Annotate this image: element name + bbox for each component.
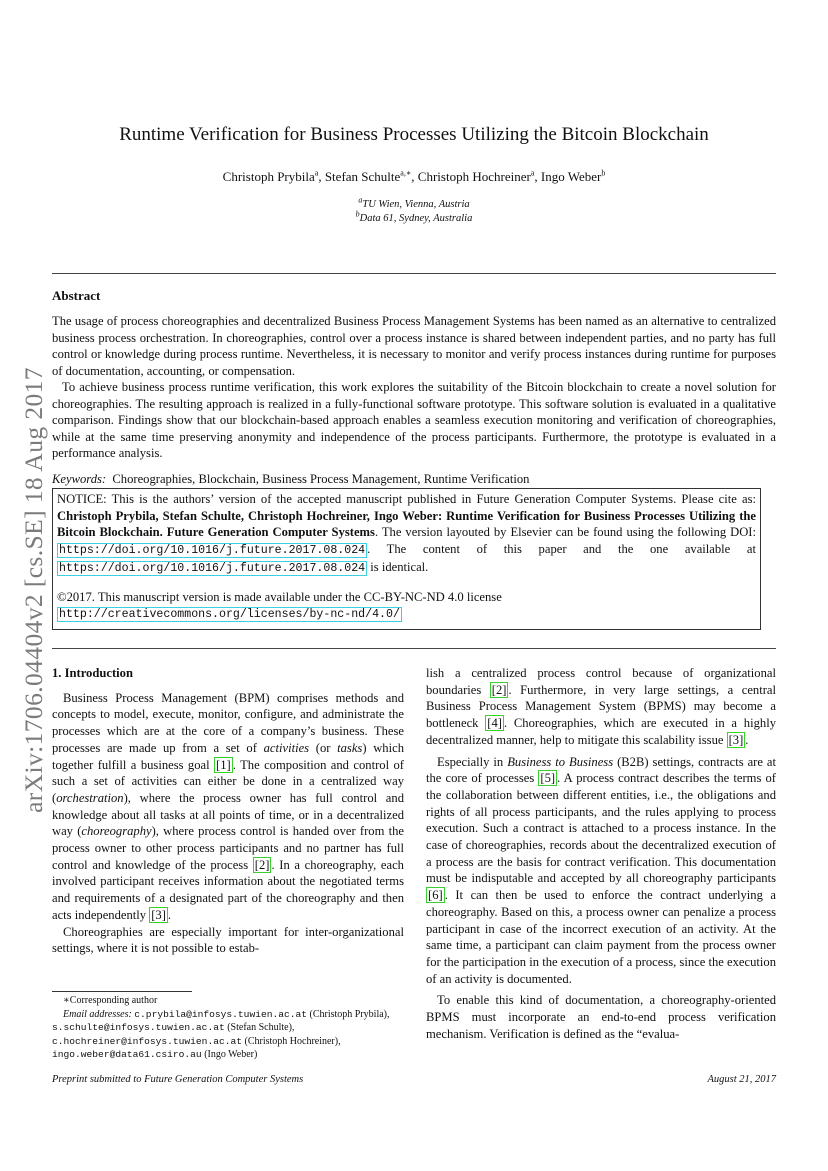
email-link[interactable]: c.prybila@infosys.tuwien.ac.at	[134, 1008, 308, 1020]
notice-part: . The content of this paper and the one available at	[367, 541, 756, 556]
author-sep: ,	[318, 169, 325, 184]
author-mark: a	[314, 168, 319, 178]
author-list	[0, 169, 828, 185]
citation-link[interactable]: [5]	[540, 771, 556, 786]
citation-link[interactable]: [4]	[487, 716, 502, 731]
author: Ingo Weber	[540, 169, 602, 184]
arxiv-id: arXiv:1706.04404v2 [cs.SE] 18 Aug 2017	[19, 367, 48, 813]
citation-link[interactable]: [1]	[216, 757, 231, 772]
abstract-body	[52, 313, 776, 462]
arxiv-sidebar	[14, 310, 54, 870]
citation-link[interactable]: [3]	[151, 907, 166, 922]
body-paragraph: lish a centralized process control because of organizational boundaries [2] . Furthermore, in very large settings, a central Business Process Management System (BPMS) may become a bottleneck [4] . Choreographies, which are executed in a highly decentralized manner, help to mitigate this scalability issue [3] .	[426, 666, 777, 747]
top-rule	[52, 273, 776, 274]
footer-journal: Preprint submitted to Future Generation Computer Systems	[52, 1074, 304, 1085]
body-paragraph: To enable this kind of documentation, a choreography-oriented BPMS must incorporate an end-to-end process verification mechanism. Verification is defined as the “evalua-	[426, 993, 776, 1041]
abstract-paragraph: The usage of process choreographies and decentralized Business Process Management Systems has been named as an alternative to centralized business process orchestration. In choreographies, control over a process instance is shared between independent parties, and no party has full control or knowledge during process runtime. Nevertheless, it is necessary to monitor and verify process instances during runtime for purposes of documentation, accounting, or compensation.	[52, 314, 776, 378]
author-mark: b	[601, 168, 606, 178]
license-link[interactable]: http://creativecommons.org/licenses/by-nc-nd/4.0/	[59, 608, 400, 621]
author: Christoph Hochreiner	[417, 169, 531, 184]
author-mark: a,∗	[400, 168, 412, 178]
footnote-rule	[52, 991, 192, 992]
footer-date: August 21, 2017	[707, 1074, 776, 1085]
footnote	[52, 994, 404, 1062]
affiliation-text: TU Wien, Vienna, Austria	[362, 199, 470, 210]
email-addresses: Email addresses: c.prybila@infosys.tuwien.ac.at (Christoph Prybila), s.schulte@infosys.tuwien.ac.at (Stefan Schulte), c.hochreiner@infosys.tuwien.ac.at (Christoph Hochreiner), ingo.weber@data61.csiro.au (Ingo Weber)	[52, 1008, 390, 1060]
citation-link[interactable]: [3]	[728, 732, 744, 747]
citation-link[interactable]: [2]	[491, 682, 507, 697]
section-heading: 1. Introduction	[52, 666, 133, 680]
author: Christoph Prybila	[222, 169, 315, 184]
keywords-label: Keywords:	[52, 472, 107, 486]
citation-link[interactable]: [2]	[254, 857, 270, 872]
corresponding-author: ∗Corresponding author	[63, 995, 158, 1006]
affiliation-text: Data 61, Sydney, Australia	[359, 213, 473, 224]
abstract-paragraph: To achieve business process runtime verification, this work explores the suitability of the Bitcoin blockchain to create a novel solution for choreographies. The resulting approach is realized in a fully-functional software prototype. This software solution is evaluated in a qualitative comparison. Findings show that our blockchain-based approach enables a seamless execution monitoring and verification of choreographies, while at the same time preserving anonymity and independence of the process participants. Furthermore, the prototype is evaluated in a performance analysis.	[52, 380, 776, 460]
body-paragraph: Business Process Management (BPM) comprises methods and concepts to model, execute, monitor, configure, and administrate the processes which are at the core of a company’s business. These processes are made up from a set of activities (or tasks) which together fulfill a business goal [1] . The composition and control of such a set of activities can either be done in a centralized way (orchestration), where the process owner has full control and knowledge about all tasks at all points of time, or in a decentralized way (choreography), where process control is handed over from the process owner to other process participants and no partner has full control and knowledge of the process [2] . In a choreography, each involved participant receives information about the negotiated terms and requirements of a designated part of the choreography and then acts independently [3] .	[52, 690, 404, 922]
notice-part: NOTICE: This is the authors’ version of the accepted manuscript published in Future Generation Computer Systems. Please cite as:	[57, 492, 756, 506]
notice-part: . The version layouted by Elsevier can be found using the following DOI:	[374, 525, 756, 539]
email-link[interactable]: s.schulte@infosys.tuwien.ac.at	[52, 1022, 225, 1033]
affiliation-mark: b	[355, 209, 360, 219]
section-rule	[52, 648, 776, 649]
body-paragraph: Choreographies are especially important for inter-organizational settings, where it is not possible to estab-	[52, 924, 404, 956]
author: Stefan Schulte	[324, 169, 401, 184]
notice-part: is identical.	[367, 560, 429, 574]
email-link[interactable]: c.hochreiner@infosys.tuwien.ac.at	[52, 1035, 242, 1047]
author-mark: a	[530, 168, 535, 178]
notice-text	[57, 491, 756, 578]
paper-title: Runtime Verification for Business Processes Utilizing the Bitcoin Blockchain	[119, 124, 709, 145]
right-column	[426, 665, 776, 1042]
notice-box	[52, 488, 761, 630]
author-sep: ,	[411, 169, 418, 184]
citation-bold: Christoph Prybila, Stefan Schulte, Christoph Hochreiner, Ingo Weber: Runtime Verification for Business Processes Utilizing the Bitcoin Blockchain. Future Generation Computer Systems	[57, 508, 756, 539]
email-link[interactable]: ingo.weber@data61.csiro.au	[52, 1049, 202, 1060]
abstract-heading: Abstract	[52, 288, 101, 303]
keywords-text: Choreographies, Blockchain, Business Process Management, Runtime Verification	[112, 472, 530, 486]
author-sep: ,	[534, 169, 541, 184]
affiliation	[0, 195, 828, 210]
affiliation-mark: a	[358, 195, 363, 205]
left-column	[52, 665, 404, 957]
license-text: ©2017. This manuscript version is made available under the CC-BY-NC-ND 4.0 license	[57, 589, 502, 604]
doi-link[interactable]: https://doi.org/10.1016/j.future.2017.08.024	[59, 562, 366, 575]
keywords	[52, 472, 529, 487]
affiliation	[0, 209, 828, 224]
body-paragraph: Especially in Business to Business (B2B) settings, contracts are at the core of processes [5] . A process contract describes the terms of the collaboration between different entities, i.e., the obligations and rights of all process participants, and the rules applying to process execution. Such a contract is attached to a process instance. In the case of choreographies, records about the decentralized execution of a process are the basis for contract verification. This documentation must be indisputable and accepted by all choreography participants [6] . It can then be used to enforce the contract underlying a choreography. Based on this, a process owner can penalize a process participant in case of the incorrect execution of an activity. At the same time, a participant can claim payment from the process owner for the participation in the execution of a process, since the execution of an activity is documented.	[426, 754, 777, 986]
citation-link[interactable]: [6]	[428, 888, 443, 903]
doi-link[interactable]: https://doi.org/10.1016/j.future.2017.08.024	[59, 543, 366, 557]
